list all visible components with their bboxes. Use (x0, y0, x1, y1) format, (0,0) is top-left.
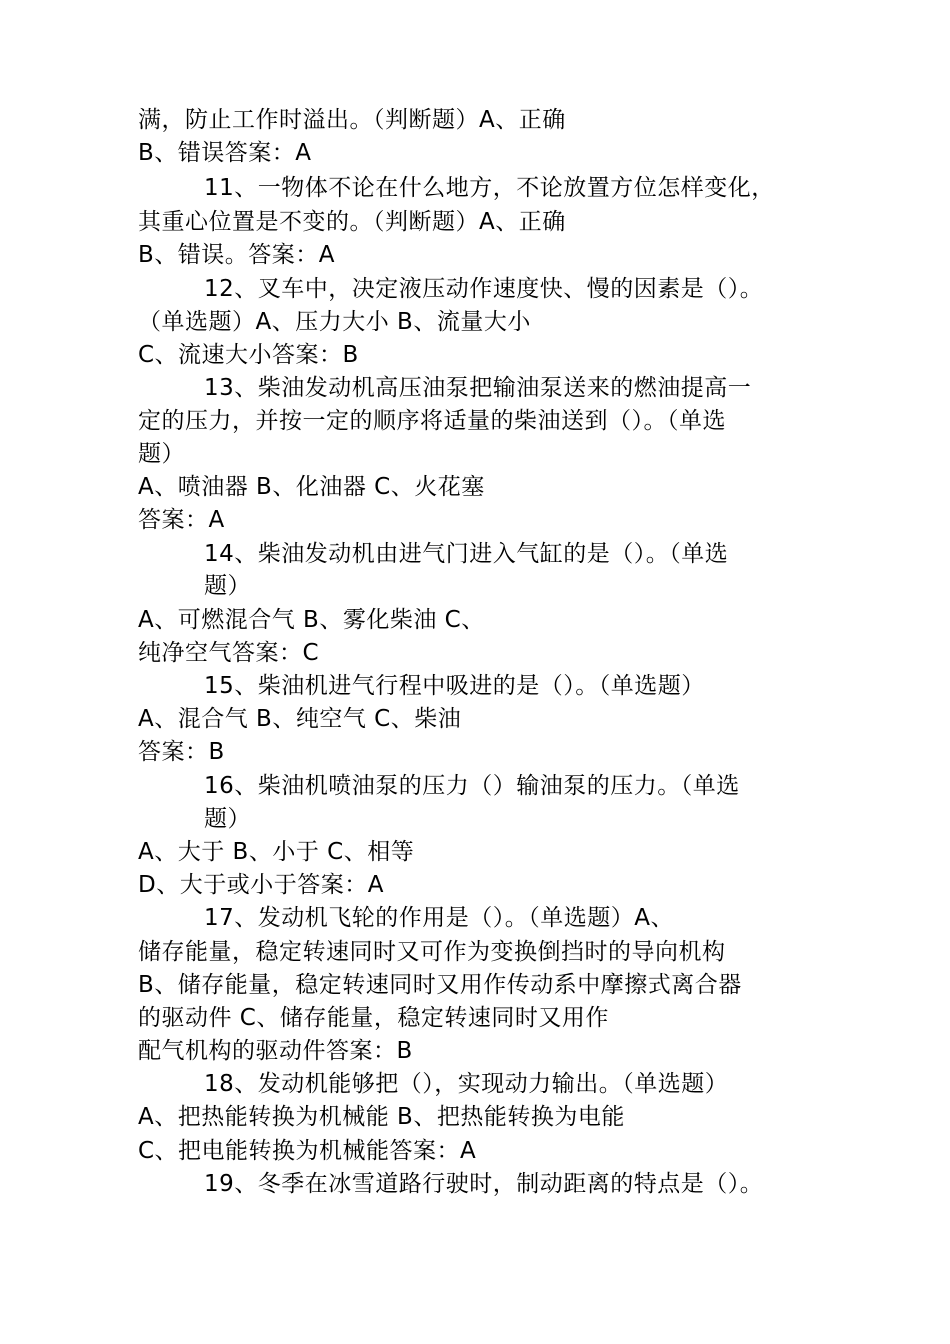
text-line: 配气机构的驱动件答案：B (138, 1038, 413, 1064)
text-line: 答案：B (138, 739, 225, 765)
text-line: B、储存能量，稳定转速同时又用作传动系中摩擦式离合器 (138, 972, 742, 998)
question-14-line: 14、柴油发动机由进气门进入气缸的是（）。（单选 (204, 541, 729, 567)
question-12-line: 12、叉车中，决定液压动作速度快、慢的因素是（）。 (204, 276, 764, 302)
text-line: 题） (138, 441, 185, 467)
text-line: A、大于 B、小于 C、相等 (138, 839, 415, 865)
text-line: 储存能量，稳定转速同时又可作为变换倒挡时的导向机构 (138, 939, 726, 965)
text-line: A、把热能转换为机械能 B、把热能转换为电能 (138, 1104, 625, 1130)
question-15-line: 15、柴油机进气行程中吸进的是（）。（单选题） (204, 673, 705, 699)
text-line: 题） (204, 573, 251, 599)
text-line: B、错误。答案：A (138, 242, 336, 268)
text-line: A、喷油器 B、化油器 C、火花塞 (138, 474, 485, 500)
text-line: 纯净空气答案：C (138, 640, 320, 666)
text-line: 满，防止工作时溢出。（判断题）A、正确 (138, 107, 566, 133)
question-13-line: 13、柴油发动机高压油泵把输油泵送来的燃油提高一 (204, 375, 752, 401)
text-line: C、把电能转换为机械能答案：A (138, 1138, 477, 1164)
text-line: （单选题）A、压力大小 B、流量大小 (138, 309, 531, 335)
text-line: C、流速大小答案：B (138, 342, 359, 368)
question-19-line: 19、冬季在冰雪道路行驶时，制动距离的特点是（）。 (204, 1171, 764, 1197)
text-line: 定的压力，并按一定的顺序将适量的柴油送到（）。（单选 (138, 408, 726, 434)
question-11-line: 11、一物体不论在什么地方，不论放置方位怎样变化， (204, 175, 775, 201)
text-line: D、大于或小于答案：A (138, 872, 384, 898)
text-line: A、可燃混合气 B、雾化柴油 C、 (138, 607, 485, 633)
text-line: 其重心位置是不变的。（判断题）A、正确 (138, 209, 566, 235)
question-18-line: 18、发动机能够把（），实现动力输出。（单选题） (204, 1071, 729, 1097)
text-line: 答案：A (138, 507, 225, 533)
text-line: 题） (204, 806, 251, 832)
question-16-line: 16、柴油机喷油泵的压力（）输油泵的压力。（单选 (204, 773, 740, 799)
text-line: B、错误答案：A (138, 140, 312, 166)
text-line: A、混合气 B、纯空气 C、柴油 (138, 706, 462, 732)
question-17-line: 17、发动机飞轮的作用是（）。（单选题）A、 (204, 905, 675, 931)
text-line: 的驱动件 C、储存能量，稳定转速同时又用作 (138, 1005, 609, 1031)
